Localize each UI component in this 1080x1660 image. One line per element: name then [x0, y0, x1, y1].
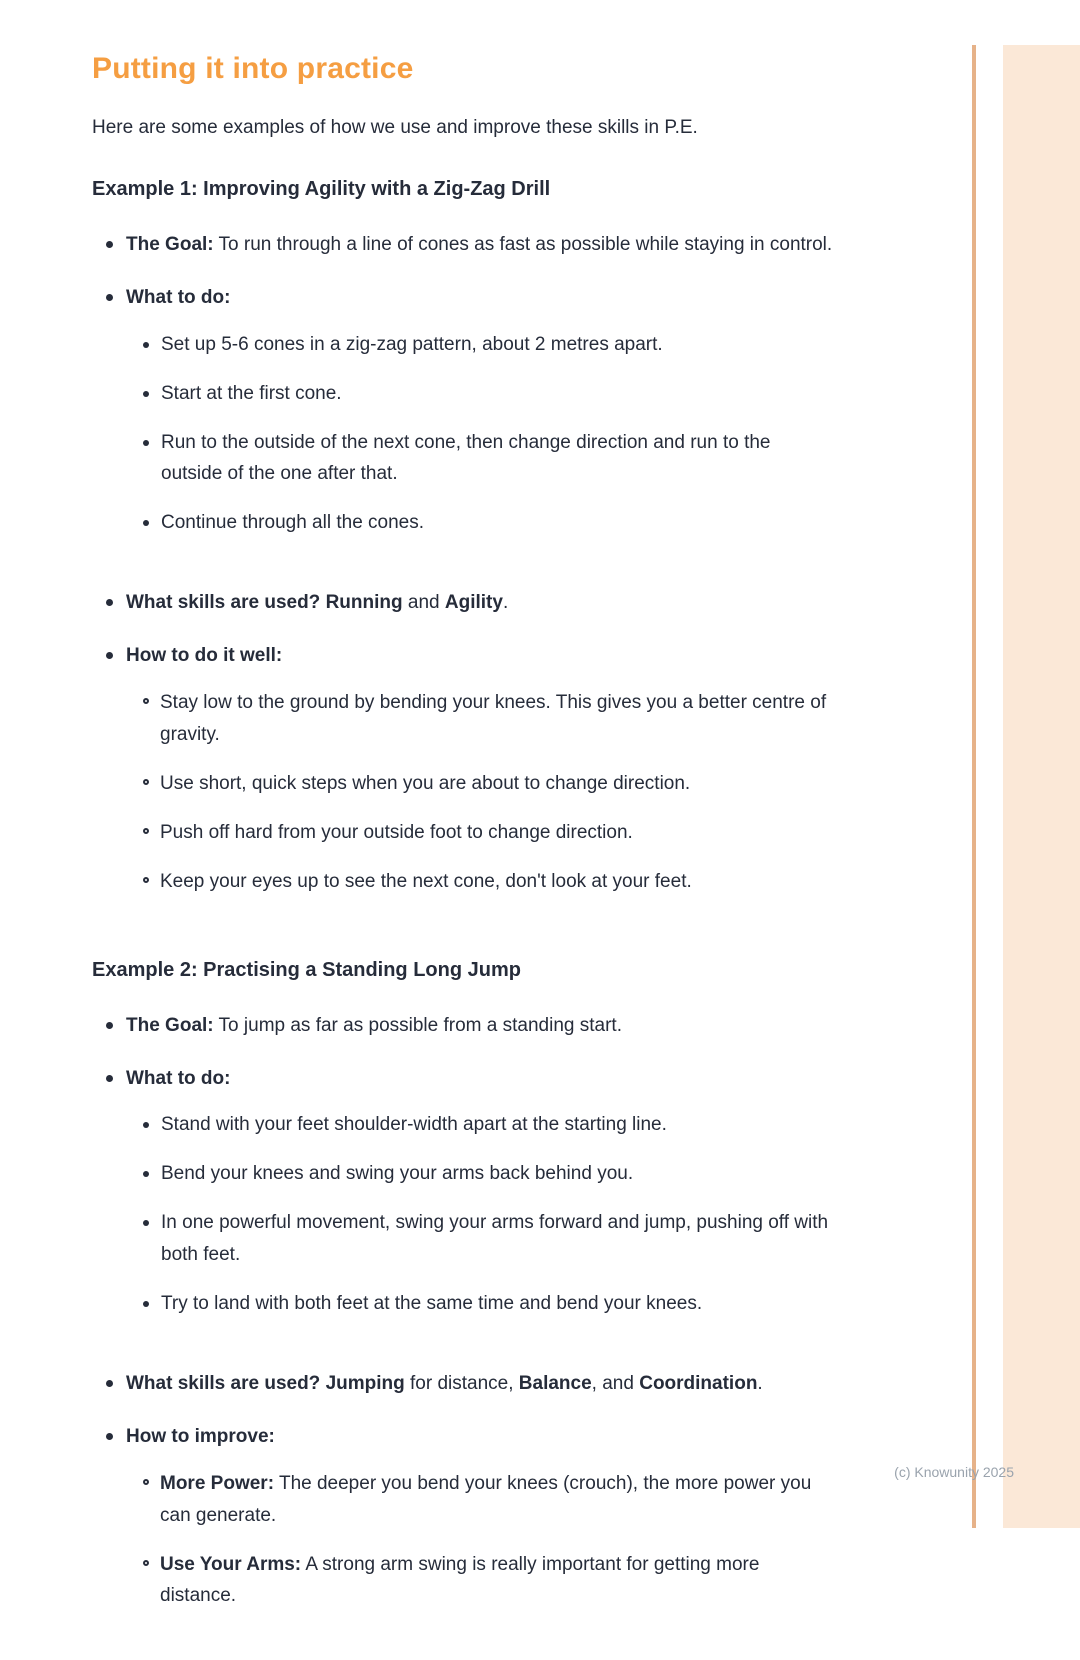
- bullet-icon: [106, 1433, 113, 1440]
- text-segment: Set up 5-6 cones in a zig-zag pattern, about 2 metres apart.: [161, 333, 663, 355]
- bullet-icon: [106, 652, 113, 659]
- list-item-text: [126, 592, 508, 613]
- nested-list-item-text: [161, 427, 837, 491]
- intro-paragraph: Here are some examples of how we use and improve these skills in P.E.: [92, 117, 698, 138]
- nested-list-item: [143, 817, 837, 849]
- circle-bullet-icon: [143, 779, 149, 785]
- text-segment: Stay low to the ground by bending your knees. This gives you a better centre of gravity.: [160, 692, 827, 745]
- bullet-icon: [106, 1380, 113, 1387]
- text-segment: A strong arm swing is really important for getting more distance.: [160, 1553, 760, 1607]
- circle-bullet-icon: [143, 828, 149, 834]
- disc-bullet-icon: [143, 1220, 149, 1226]
- list-item-body: [126, 1010, 837, 1042]
- nested-list-item: [143, 1207, 837, 1271]
- text-segment: How to do it well:: [126, 645, 283, 667]
- text-segment: In one powerful movement, swing your arms forward and jump, pushing off with both feet.: [161, 1212, 829, 1266]
- text-segment: Run to the outside of the next cone, then change direction and run to the outside of the one after that.: [161, 431, 771, 485]
- nested-list-item: [143, 1158, 837, 1190]
- text-segment: Stand with your feet shoulder-width apart at the starting line.: [161, 1114, 667, 1136]
- nested-list-item-text: [160, 1549, 837, 1613]
- document-content: [92, 52, 837, 1660]
- text-segment: .: [502, 592, 509, 614]
- bullet-icon: [106, 1075, 113, 1082]
- nested-bullet-list: [143, 1468, 837, 1613]
- list-item-body: [126, 640, 837, 924]
- nested-list-item: [143, 378, 837, 410]
- bullet-list: [92, 229, 837, 925]
- nested-list-item-text: [161, 329, 663, 361]
- text-segment: To jump as far as possible from a standing start.: [213, 1014, 622, 1036]
- page-title: Putting it into practice: [92, 52, 414, 85]
- nested-list-item: [143, 768, 837, 800]
- nested-list-item-text: [161, 1207, 837, 1271]
- nested-bullet-list: [143, 329, 837, 540]
- text-segment: What to do:: [126, 286, 231, 308]
- text-segment: Balance: [518, 1372, 592, 1394]
- right-accent-stripe: [1003, 45, 1080, 1528]
- text-segment: Agility: [444, 592, 503, 614]
- nested-list-item-text: [160, 817, 633, 849]
- list-item-body: [126, 229, 837, 261]
- nested-list-item: [143, 1549, 837, 1613]
- footer-copyright: (c) Knowunity 2025: [894, 1464, 1014, 1480]
- nested-list-item-text: [161, 1109, 667, 1141]
- circle-bullet-icon: [143, 877, 149, 883]
- circle-bullet-icon: [143, 698, 149, 704]
- text-segment: Bend your knees and swing your arms back behind you.: [161, 1163, 634, 1185]
- circle-bullet-icon: [143, 1560, 149, 1566]
- nested-list-item-text: [160, 866, 692, 898]
- text-segment: More Power:: [160, 1472, 275, 1494]
- text-segment: Use short, quick steps when you are about to change direction.: [160, 772, 691, 794]
- list-item-text: [126, 645, 282, 666]
- section-heading: Example 2: Practising a Standing Long Jump: [92, 958, 521, 981]
- text-segment: , and: [591, 1372, 640, 1394]
- list-item-text: [126, 287, 230, 308]
- text-segment: The Goal:: [126, 1014, 214, 1036]
- disc-bullet-icon: [143, 1122, 149, 1128]
- nested-list-item-text: [160, 687, 837, 751]
- list-item-text: [126, 234, 832, 255]
- text-segment: The Goal:: [126, 233, 214, 255]
- bullet-icon: [106, 294, 113, 301]
- list-item-text: [126, 1373, 763, 1394]
- text-segment: What skills are used? Jumping: [126, 1372, 405, 1394]
- list-item-body: [126, 587, 837, 619]
- nested-list-item: [143, 1288, 837, 1320]
- text-segment: Coordination: [639, 1372, 758, 1394]
- nested-list-item-text: [161, 1158, 633, 1190]
- list-item: [106, 229, 837, 261]
- text-segment: Continue through all the cones.: [161, 512, 425, 534]
- sections-container: [92, 178, 837, 1639]
- bullet-icon: [106, 241, 113, 248]
- text-segment: To run through a line of cones as fast as possible while staying in control.: [213, 233, 833, 255]
- bullet-list: [92, 1010, 837, 1640]
- text-segment: .: [757, 1372, 763, 1394]
- list-item-text: [126, 1068, 230, 1089]
- text-segment: The deeper you bend your knees (crouch), the more power you can generate.: [160, 1472, 812, 1526]
- nested-list-item-text: [161, 507, 424, 539]
- text-segment: How to improve:: [126, 1425, 275, 1447]
- list-item: [106, 587, 837, 619]
- nested-list-item: [143, 687, 837, 751]
- list-item-body: [126, 1063, 837, 1347]
- list-item-body: [126, 1368, 837, 1400]
- nested-list-item: [143, 1468, 837, 1532]
- nested-list-item: [143, 1109, 837, 1141]
- nested-list-item-text: [161, 378, 342, 410]
- list-item: [106, 640, 837, 924]
- disc-bullet-icon: [143, 520, 149, 526]
- list-item: [106, 1368, 837, 1400]
- list-item: [106, 1010, 837, 1042]
- list-item: [106, 1063, 837, 1347]
- text-segment: What skills are used? Running: [126, 592, 403, 614]
- nested-bullet-list: [143, 687, 837, 898]
- list-item: [106, 282, 837, 566]
- text-segment: Try to land with both feet at the same time and bend your knees.: [161, 1293, 703, 1315]
- text-segment: Keep your eyes up to see the next cone, don't look at your feet.: [160, 870, 692, 892]
- list-item-text: [126, 1426, 275, 1447]
- disc-bullet-icon: [143, 1171, 149, 1177]
- bullet-icon: [106, 599, 113, 606]
- list-item-body: [126, 1421, 837, 1640]
- right-accent-line: [972, 45, 976, 1528]
- disc-bullet-icon: [143, 391, 149, 397]
- nested-list-item: [143, 866, 837, 898]
- section-heading: Example 1: Improving Agility with a Zig-Zag Drill: [92, 177, 551, 200]
- list-item-text: [126, 1015, 622, 1036]
- nested-list-item: [143, 507, 837, 539]
- nested-list-item: [143, 427, 837, 491]
- nested-list-item: [143, 329, 837, 361]
- circle-bullet-icon: [143, 1479, 149, 1485]
- text-segment: for distance,: [404, 1372, 519, 1394]
- disc-bullet-icon: [143, 342, 149, 348]
- bullet-icon: [106, 1022, 113, 1029]
- text-segment: Push off hard from your outside foot to change direction.: [160, 821, 633, 843]
- text-segment: What to do:: [126, 1067, 231, 1089]
- nested-list-item-text: [161, 1288, 702, 1320]
- disc-bullet-icon: [143, 440, 149, 446]
- nested-list-item-text: [160, 1468, 837, 1532]
- list-item: [106, 1421, 837, 1640]
- nested-list-item-text: [160, 768, 690, 800]
- text-segment: and: [402, 592, 445, 614]
- disc-bullet-icon: [143, 1301, 149, 1307]
- text-segment: Use Your Arms:: [160, 1553, 302, 1575]
- text-segment: Start at the first cone.: [161, 382, 342, 404]
- list-item-body: [126, 282, 837, 566]
- nested-bullet-list: [143, 1109, 837, 1320]
